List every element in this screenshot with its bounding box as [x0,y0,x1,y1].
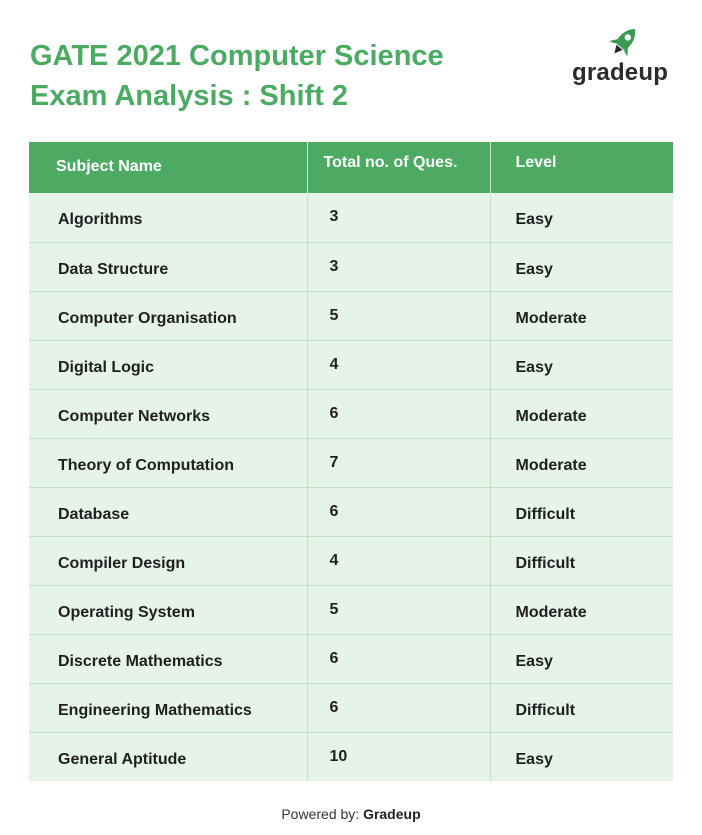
table-row [29,438,673,487]
footer-prefix: Powered by: [281,806,360,822]
table-row [29,634,673,683]
level-cell: Difficult [490,683,673,732]
subject-cell: General Aptitude [29,732,307,781]
title-line-1: GATE 2021 Computer Science [30,40,444,72]
table-row [29,242,673,291]
level-cell: Easy [490,340,673,389]
footer-brand: Gradeup [363,806,421,822]
level-cell: Difficult [490,487,673,536]
level-cell: Moderate [490,438,673,487]
gradeup-logo [572,24,682,94]
subject-cell: Algorithms [29,193,307,242]
subject-cell: Database [29,487,307,536]
question-count-cell: 3 [307,242,490,291]
table-row [29,389,673,438]
question-count-cell: 6 [307,389,490,438]
title-line-2: Exam Analysis : Shift 2 [30,80,349,112]
subject-cell: Computer Organisation [29,291,307,340]
level-cell: Easy [490,242,673,291]
level-cell: Moderate [490,389,673,438]
level-cell: Moderate [490,291,673,340]
table-row [29,732,673,781]
exam-analysis-table [29,142,673,781]
table-row [29,683,673,732]
question-count-cell: 7 [307,438,490,487]
question-count-cell: 4 [307,340,490,389]
table-row [29,536,673,585]
question-count-cell: 5 [307,585,490,634]
level-cell: Easy [490,193,673,242]
logo-wordmark: gradeup [572,59,669,86]
subject-cell: Digital Logic [29,340,307,389]
question-count-cell: 6 [307,634,490,683]
question-count-cell: 6 [307,683,490,732]
question-count-cell: 4 [307,536,490,585]
question-count-cell: 3 [307,193,490,242]
rocket-icon [602,24,646,60]
subject-cell: Computer Networks [29,389,307,438]
question-count-cell: 10 [307,732,490,781]
question-count-cell: 5 [307,291,490,340]
powered-by-footer [0,806,702,822]
level-cell: Difficult [490,536,673,585]
table-row [29,585,673,634]
header-subject-name: Subject Name [29,142,307,193]
level-cell: Easy [490,634,673,683]
subject-cell: Operating System [29,585,307,634]
table-row [29,193,673,242]
subject-cell: Engineering Mathematics [29,683,307,732]
level-cell: Easy [490,732,673,781]
table-header-row [29,142,673,193]
question-count-cell: 6 [307,487,490,536]
subject-cell: Theory of Computation [29,438,307,487]
header-total-questions: Total no. of Ques. [307,142,490,193]
subject-cell: Data Structure [29,242,307,291]
page-title [30,36,530,116]
subject-cell: Discrete Mathematics [29,634,307,683]
level-cell: Moderate [490,585,673,634]
subject-cell: Compiler Design [29,536,307,585]
header-level: Level [490,142,673,193]
table-row [29,340,673,389]
table-row [29,487,673,536]
table-row [29,291,673,340]
